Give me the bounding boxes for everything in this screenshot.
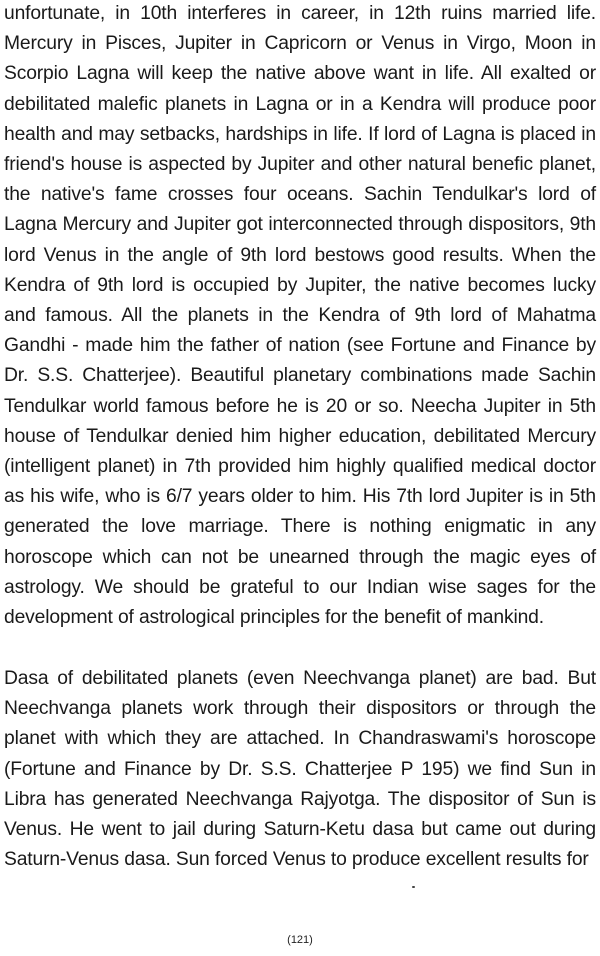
- paragraph-2: Dasa of debilitated planets (even Neechvanga planet) are bad. But Neechvanga planets work through their dispositors or through the planet with which they are attached. In Chandraswami's horoscope (Fortune and Finance by Dr. S.S. Chatterjee P 195) we find Sun in Libra has generated Neechvanga Rajyotga. The dispositor of Sun is Venus. He went to jail during Saturn-Ketu dasa but came out during Saturn-Venus dasa. Sun forced Venus to produce excellent results for: [4, 668, 596, 871]
- scan-speck: [412, 886, 415, 888]
- paragraph-1: unfortunate, in 10th interferes in career, in 12th ruins married life. Mercury in Pisces, Jupiter in Capricorn or Venus in Virgo, Moon in Scorpio Lagna will keep the native above want in life. All exalted or debilitated malefic planets in Lagna or in a Kendra will produce poor health and may setbacks, hardships in life. If lord of Lagna is placed in friend's house is aspected by Jupiter and other natural benefic planet, the native's fame crosses four oceans. Sachin Tendulkar's lord of Lagna Mercury and Jupiter got interconnected through dispositors, 9th lord Venus in the angle of 9th lord bestows good results. When the Kendra of 9th lord is occupied by Jupiter, the native becomes lucky and famous. All the planets in the Kendra of 9th lord of Mahatma Gandhi - made him the father of nation (see Fortune and Finance by Dr. S.S. Chatterjee). Beautiful planetary combinations made Sachin Tendulkar world famous before he is 20 or so. Neecha Jupiter in 5th house of Tendulkar denied him higher education, debilitated Mercury (intelligent planet) in 7th provided him highly qualified medical doctor as his wife, who is 6/7 years older to him. His 7th lord Jupiter is in 5th generated the love marriage. There is nothing enigmatic in any horoscope which can not be unearned through the magic eyes of astrology. We should be grateful to our Indian wise sages for the development of astrological principles for the benefit of mankind.: [4, 3, 596, 629]
- page-number: (121): [287, 934, 313, 946]
